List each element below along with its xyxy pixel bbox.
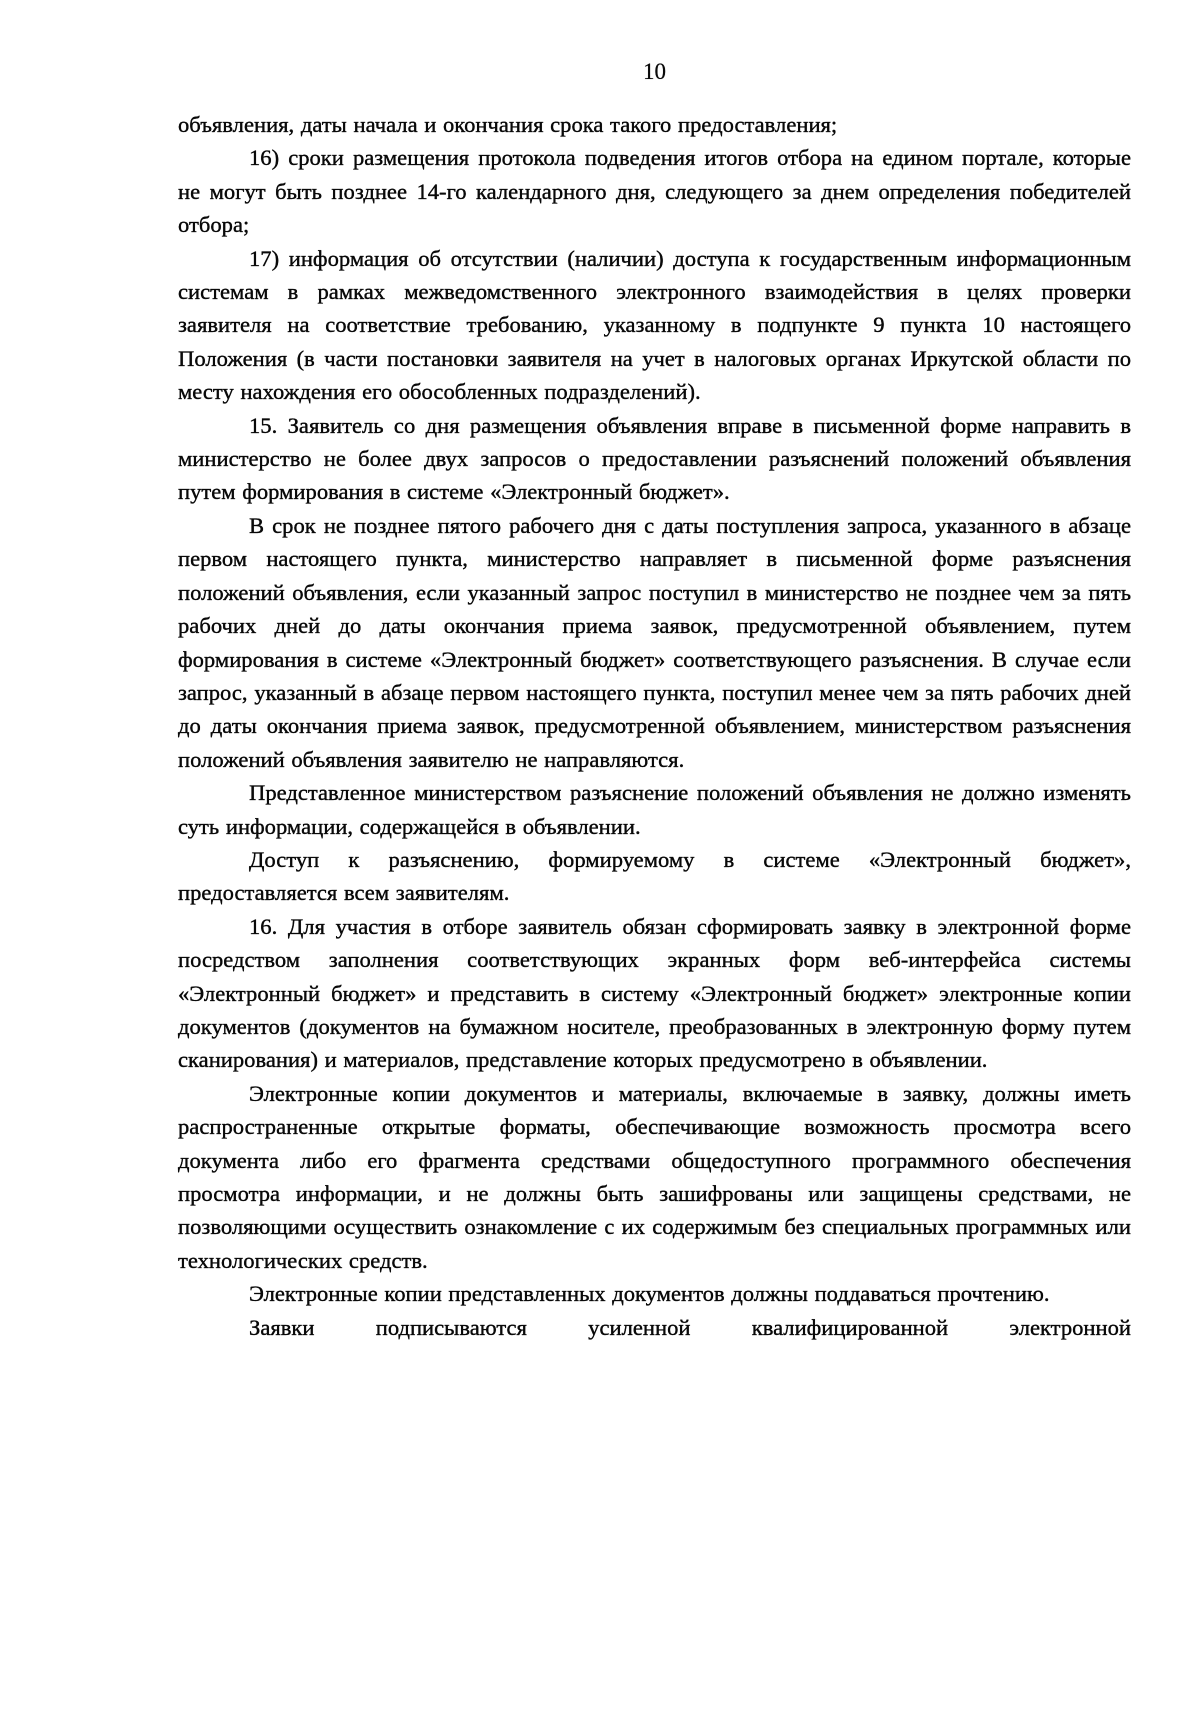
paragraph: 16) сроки размещения протокола подведения итогов отбора на едином портале, которые не могут быть позднее 14-го календарного дня, следующего за днем определения победителей отбора; — [178, 145, 1131, 238]
paragraph: 16. Для участия в отборе заявитель обязан сформировать заявку в электронной форме посредством заполнения соответствующих экранных форм веб-интерфейса системы «Электронный бюджет» и представить в систему «Электронный бюджет» электронные копии документов (документов на бумажном носителе, преобразованных в электронную форму путем сканирования) и материалов, представление которых предусмотрено в объявлении. — [178, 913, 1131, 1073]
paragraph: 15. Заявитель со дня размещения объявления вправе в письменной форме направить в министерство не более двух запросов о предоставлении разъяснений положений объявления путем формирования в системе «Электронный бюджет». — [178, 412, 1131, 505]
paragraph: 17) информация об отсутствии (наличии) доступа к государственным информационным системам в рамках межведомственного электронного взаимодействия в целях проверки заявителя на соответствие требованию, указанному в подпункте 9 пункта 10 настоящего Положения (в части постановки заявителя на учет в налоговых органах Иркутской области по месту нахождения его обособленных подразделений). — [178, 245, 1131, 405]
document-body — [178, 108, 1131, 1344]
paragraph: объявления, даты начала и окончания срока такого предоставления; — [178, 112, 838, 137]
paragraph: Электронные копии документов и материалы, включаемые в заявку, должны иметь распространенные открытые форматы, обеспечивающие возможность просмотра всего документа либо его фрагмента средствами общедоступного программного обеспечения просмотра информации, и не должны быть зашифрованы или защищены средствами, не позволяющими осуществить ознакомление с их содержимым без специальных программных или технологических средств. — [178, 1080, 1131, 1273]
paragraph: В срок не позднее пятого рабочего дня с даты поступления запроса, указанного в абзаце первом настоящего пункта, министерство направляет в письменной форме разъяснения положений объявления, если указанный запрос поступил в министерство не позднее чем за пять рабочих дней до даты окончания приема заявок, предусмотренной объявлением, путем формирования в системе «Электронный бюджет» соответствующего разъяснения. В случае если запрос, указанный в абзаце первом настоящего пункта, поступил менее чем за пять рабочих дней до даты окончания приема заявок, предусмотренной объявлением, министерством разъяснения положений объявления заявителю не направляются. — [178, 512, 1131, 772]
paragraph: Электронные копии представленных документов должны поддаваться прочтению. — [249, 1281, 1050, 1307]
paragraph: Представленное министерством разъяснение положений объявления не должно изменять суть информации, содержащейся в объявлении. — [178, 780, 1131, 839]
paragraph: Заявки подписываются усиленной квалифицированной электронной — [249, 1314, 1131, 1340]
paragraph: Доступ к разъяснению, формируемому в системе «Электронный бюджет», предоставляется всем заявителям. — [178, 846, 1131, 906]
page-number: 10 — [643, 59, 666, 84]
